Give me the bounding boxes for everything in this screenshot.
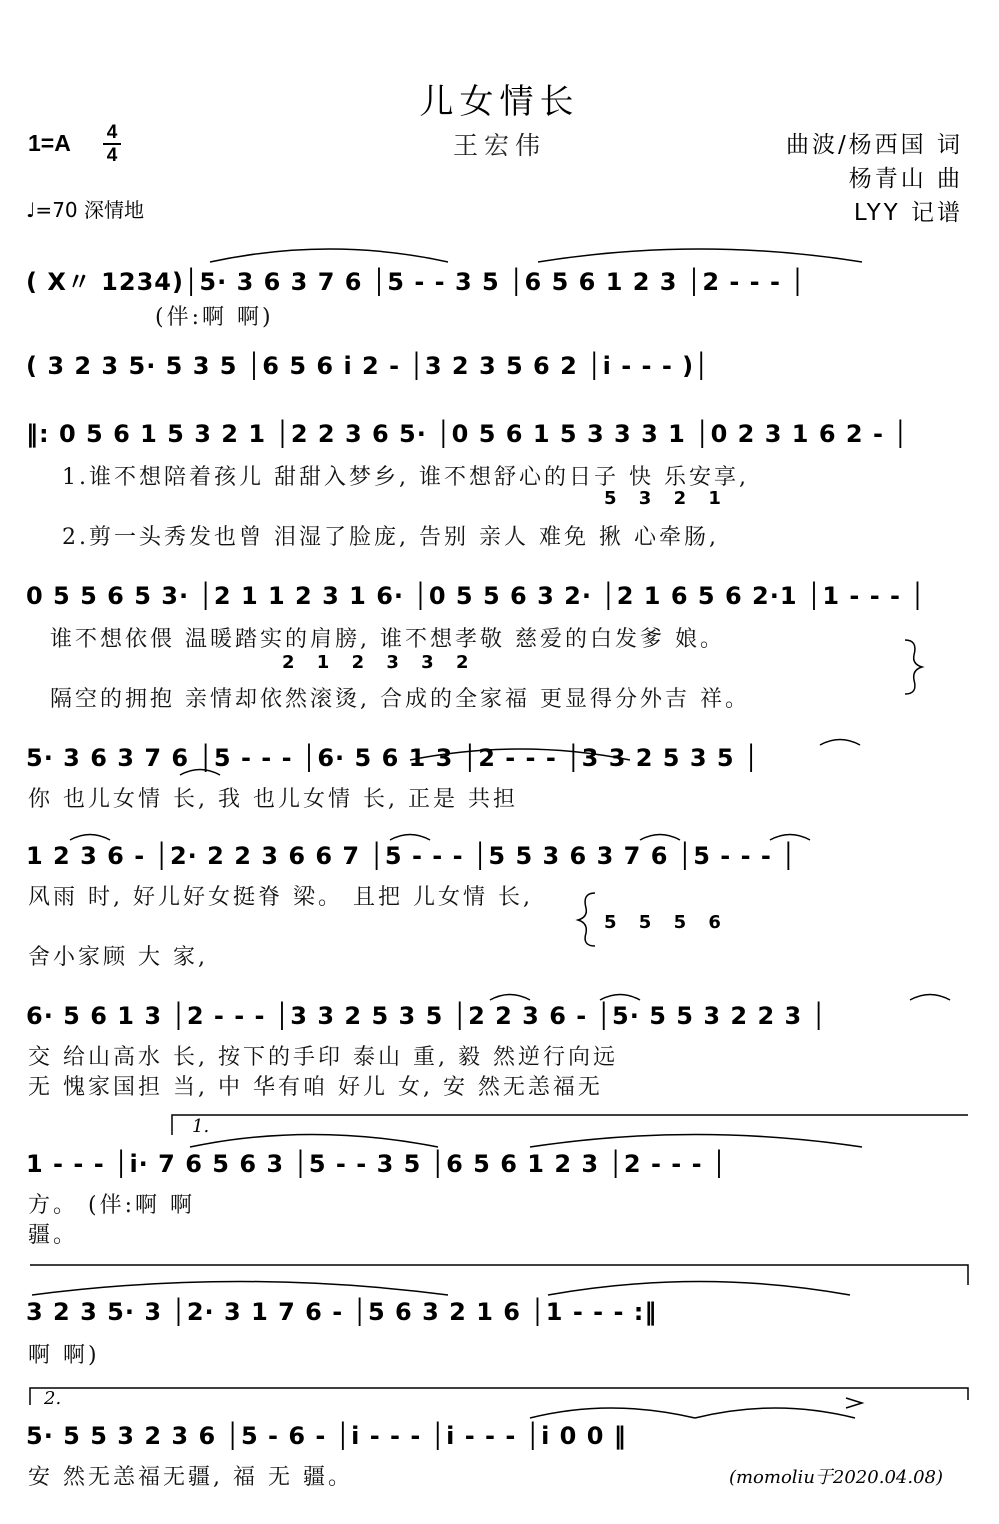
lyric-line-8a: 方。 (伴:啊 啊	[28, 1193, 195, 1218]
time-signature	[103, 124, 121, 164]
lyric-line-3b: 2.剪一头秀发也曾 泪湿了脸庞, 告别 亲人 难免 揪 心牵肠,	[62, 525, 719, 550]
notation-line-10: 5· 5 5 3 2 3 6 │5 - 6 - │i - - - │i - - - │i 0 0 ‖	[26, 1422, 627, 1450]
variant-notes-6: 5 5 5 6	[604, 912, 729, 933]
key-signature: 1=A	[28, 130, 71, 156]
notation-line-8: 1 - - - │i· 7 6 5 6 3 │5 - - 3 5 │6 5 6 1 2 3 │2 - - - │	[26, 1150, 728, 1178]
transcriber-credit: LYY 记谱	[853, 200, 963, 226]
volta-1-label: 1.	[192, 1116, 210, 1137]
lyric-line-10a: 安 然无恙福无疆, 福 无 疆。	[28, 1465, 353, 1490]
lyric-line-4b: 隔空的拥抱 亲情却依然滚烫, 合成的全家福 更显得分外吉 祥。	[50, 687, 750, 712]
lyric-line-7a: 交 给山高水 长, 按下的手印 泰山 重, 毅 然逆行向远	[28, 1045, 618, 1070]
slur	[538, 249, 862, 262]
notation-line-6: 1 2 3 6 - │2· 2 2 3 6 6 7 │5 - - - │5 5 3 6 3 7 6 │5 - - - │	[26, 842, 797, 870]
song-title: 儿女情长	[419, 82, 580, 122]
slur	[210, 249, 448, 262]
notation-line-4: 0 5 5 6 5 3· │2 1 1 2 3 1 6· │0 5 5 6 3 2· │2 1 6 5 6 2·1 │1 - - - │	[26, 582, 926, 610]
notation-line-9: 3 2 3 5· 3 │2· 3 1 7 6 - │5 6 3 2 1 6 │1 - - - :‖	[26, 1298, 658, 1326]
notation-line-5: 5· 3 6 3 7 6 │5 - - - │6· 5 6 1 3 │2 - - - │3 3 2 5 3 5 │	[26, 744, 760, 772]
notation-line-1: ( X〃 1234)│5· 3 6 3 7 6 │5 - - 3 5 │6 5 6 1 2 3 │2 - - - │	[26, 268, 806, 296]
time-signature-bottom: 4	[106, 145, 118, 166]
lyric-line-6b: 舍小家顾 大 家,	[28, 945, 208, 970]
composer-credit: 杨青山 曲	[848, 166, 963, 192]
notation-line-7: 6· 5 6 1 3 │2 - - - │3 3 2 5 3 5 │2 2 3 6 - │5· 5 5 3 2 2 3 │	[26, 1002, 828, 1030]
lyric-line-9a: 啊 啊)	[28, 1343, 100, 1368]
transcriber-signature: (momoliu于2020.04.08)	[728, 1467, 943, 1488]
lyricist-credit: 曲波/杨西国 词	[785, 132, 963, 158]
notation-line-2: ( 3 2 3 5· 5 3 5 │6 5 6 i 2 - │3 2 3 5 6 2 │i - - - )│	[26, 352, 710, 380]
time-signature-top: 4	[106, 122, 118, 143]
tempo-marking: ♩=70 深情地	[26, 198, 144, 222]
lyric-line-4a: 谁不想依偎 温暖踏实的肩膀, 谁不想孝敬 慈爱的白发爹 娘。	[50, 627, 725, 652]
lyric-line-5a: 你 也儿女情 长, 我 也儿女情 长, 正是 共担	[28, 787, 518, 812]
lyric-line-8b: 疆。	[28, 1223, 79, 1248]
variant-notes-4: 2 1 2 3 3 2	[282, 652, 477, 673]
notation-line-3: ‖: 0 5 6 1 5 3 2 1 │2 2 3 6 5· │0 5 6 1 5 3 3 3 1 │0 2 3 1 6 2 - │	[26, 420, 909, 448]
lyric-line-6a: 风雨 时, 好儿好女挺脊 梁。 且把 儿女情 长,	[28, 885, 533, 910]
lyric-line-1a: (伴:啊 啊)	[155, 305, 274, 330]
volta-2-label: 2.	[44, 1388, 62, 1409]
singer-name: 王宏伟	[452, 131, 546, 160]
lyric-line-3a: 1.谁不想陪着孩儿 甜甜入梦乡, 谁不想舒心的日子 快 乐安享,	[62, 465, 749, 490]
lyric-line-7b: 无 愧家国担 当, 中 华有咱 好儿 女, 安 然无恙福无	[28, 1075, 603, 1100]
variant-notes-3: 5 3 2 1	[604, 488, 729, 509]
